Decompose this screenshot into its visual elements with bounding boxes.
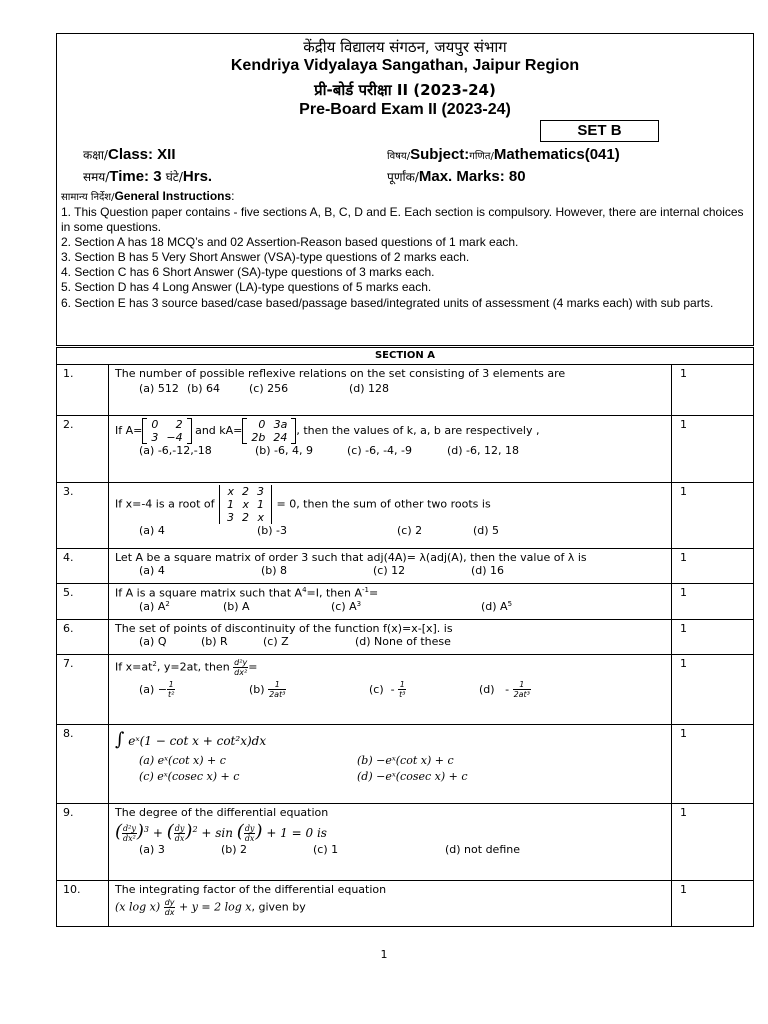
option-a: (a) 3	[139, 843, 165, 856]
det-cell: 2	[241, 485, 249, 498]
frac-num: 1	[268, 680, 286, 690]
option-a: (a) eˣ(cot x) + c	[139, 754, 226, 767]
option-d: (d) not define	[445, 843, 520, 856]
question-row	[57, 416, 754, 483]
determinant	[218, 485, 273, 524]
exam-english: Pre-Board Exam II (2023-24)	[299, 101, 511, 118]
instruction-4: 4. Section C has 6 Short Answer (SA)-type questions of 3 marks each.	[61, 265, 435, 279]
question-number: 2.	[57, 416, 109, 483]
question-body	[109, 804, 672, 881]
marks: 1	[672, 725, 754, 804]
q2-pre: If A=	[115, 424, 143, 437]
eq-power-1: 3	[143, 825, 150, 834]
question-row	[57, 804, 754, 881]
question-text	[115, 586, 671, 600]
option-c: (c) eˣ(cosec x) + c	[139, 770, 240, 783]
option-d-sup: 5	[507, 599, 513, 608]
marks: 1	[672, 584, 754, 620]
eq-power-2: 2	[192, 825, 198, 834]
question-number: 8.	[57, 725, 109, 804]
option-a: (a) -6,-12,-18	[139, 444, 212, 457]
marks: 1	[672, 620, 754, 655]
question-row	[57, 725, 754, 804]
option-b: (b) -6, 4, 9	[255, 444, 314, 457]
option-a	[139, 600, 223, 614]
option-b: (b) -3	[257, 524, 288, 537]
gi-label: General Instructions	[114, 189, 232, 203]
frac-den: dx	[174, 834, 185, 843]
option-b-label: (b)	[249, 682, 265, 696]
option-c-label: (c)	[369, 682, 384, 696]
eq-post: , given by	[251, 900, 306, 914]
q7-pre: If x=at	[115, 660, 153, 674]
option-a-fraction	[167, 680, 175, 699]
subject-info	[387, 146, 620, 163]
question-row	[57, 881, 754, 927]
option-c: (c) Z	[263, 635, 289, 648]
marks-label: Max. Marks: 80	[418, 168, 526, 185]
option-d-sign: -	[505, 682, 510, 696]
instruction-3: 3. Section B has 5 Very Short Answer (VSA)-type questions of 2 marks each.	[61, 250, 470, 264]
matrix-cell: 3a	[273, 418, 288, 431]
frac-num: d²y	[123, 824, 136, 833]
q2-mid: and kA=	[191, 424, 243, 437]
question-number: 4.	[57, 549, 109, 584]
eq-fraction	[164, 898, 176, 917]
option-d: (d) −eˣ(cosec x) + c	[357, 770, 468, 783]
option-b: (b) −eˣ(cot x) + c	[357, 754, 454, 767]
matrix-cell: −4	[166, 431, 183, 444]
options	[115, 444, 671, 457]
options	[115, 600, 671, 614]
question-text	[115, 418, 671, 444]
time-info	[83, 168, 212, 185]
q5-text3: =	[369, 586, 379, 600]
eq-fraction-2	[174, 824, 186, 843]
question-number: 3.	[57, 483, 109, 549]
frac-den: dx²	[123, 834, 136, 843]
options	[115, 680, 671, 699]
det-cell: 3	[256, 485, 264, 498]
det-cell: x	[227, 485, 234, 498]
option-a	[139, 680, 249, 699]
title-english: Kendriya Vidyalaya Sangathan, Jaipur Region	[230, 57, 580, 74]
frac-num: d²y	[234, 658, 248, 667]
question-text	[115, 658, 671, 677]
options	[115, 635, 671, 648]
frac-num: dy	[164, 898, 175, 907]
option-a-label: (a) A	[139, 600, 166, 614]
q7-post: =	[248, 660, 258, 674]
differential-equation: ( $\frac{\text{d²y}}{\text{dx²}}$ )$^3$ + ( $\frac{dy}{dx}$ )$^2$ + sin ( $\frac{dy}{dx}$ ) + 1 = 0 is	[115, 821, 327, 843]
page-number: 1	[380, 948, 388, 961]
det-cell: 1	[256, 498, 264, 511]
eq-sin: + sin	[201, 826, 233, 840]
marks: 1	[672, 365, 754, 416]
option-b: (b) 2	[221, 843, 248, 856]
question-text: The integrating factor of the differential equation	[115, 883, 387, 896]
marks: 1	[672, 483, 754, 549]
eq-fraction-3	[244, 824, 256, 843]
option-b: (b) R	[201, 635, 228, 648]
option-a: (a) 4	[139, 524, 165, 537]
matrix-cell: 24	[273, 431, 288, 444]
option-a-label: (a)	[139, 682, 155, 696]
question-number: 6.	[57, 620, 109, 655]
option-d: (d) 128	[349, 382, 390, 395]
question-body	[109, 416, 672, 483]
frac-num: 1	[168, 680, 174, 689]
question-number: 9.	[57, 804, 109, 881]
option-c	[331, 600, 481, 614]
option-d: (d) 16	[471, 564, 505, 577]
instruction-2: 2. Section A has 18 MCQ’s and 02 Assertion-Reason based questions of 1 mark each.	[61, 235, 519, 249]
option-b-label: (b) A	[223, 599, 250, 613]
question-text	[115, 485, 671, 524]
option-c: (c) 1	[313, 843, 339, 856]
matrix-a	[142, 418, 191, 444]
title-hindi: केंद्रीय विद्यालय संगठन, जयपुर संभाग	[303, 38, 507, 56]
subject-hindi: विषय/	[387, 151, 411, 162]
question-body	[109, 549, 672, 584]
option-d: (d) -6, 12, 18	[447, 444, 520, 457]
question-number: 7.	[57, 655, 109, 725]
question-number: 1.	[57, 365, 109, 416]
exam-header	[56, 33, 754, 346]
question-number: 10.	[57, 881, 109, 927]
question-body	[109, 584, 672, 620]
option-b: (b) 64	[187, 382, 221, 395]
option-d-fraction	[513, 680, 531, 699]
subject-hindi-2: गणित/	[469, 151, 494, 162]
eq-plus: +	[152, 826, 163, 840]
det-cell: x	[242, 498, 249, 511]
option-d	[479, 680, 531, 699]
option-a-sign: −	[157, 682, 168, 696]
option-a: (a) Q	[139, 635, 167, 648]
frac-den: 2at³	[513, 690, 530, 699]
question-text: The set of points of discontinuity of the function f(x)=x-[x]. is	[115, 622, 453, 635]
section-title: SECTION A	[57, 348, 754, 365]
marks: 1	[672, 881, 754, 927]
det-cell: 2	[241, 511, 249, 524]
frac-den: dx	[244, 834, 255, 843]
differential-equation	[115, 898, 671, 917]
instruction-6: 6. Section E has 3 source based/case based/passage based/integrated units of assessment (4 marks each) with sub parts.	[61, 296, 714, 310]
marks: 1	[672, 655, 754, 725]
class-info	[83, 146, 176, 163]
question-row	[57, 584, 754, 620]
marks-hindi: पूर्णांक/	[387, 170, 419, 184]
class-label: Class: XII	[107, 146, 176, 163]
frac-den: dx	[164, 908, 175, 917]
question-number: 5.	[57, 584, 109, 620]
question-text	[115, 729, 671, 750]
gi-hindi: सामान्य निर्देश/	[61, 192, 115, 203]
option-c: (c) -6, -4, -9	[347, 444, 413, 457]
option-c	[369, 680, 479, 699]
det-cell: 3	[226, 511, 234, 524]
time-label: Time: 3	[109, 168, 162, 185]
question-row	[57, 365, 754, 416]
question-body	[109, 620, 672, 655]
option-a-sup: 2	[165, 599, 170, 608]
eq-end: + 1 = 0 is	[266, 826, 327, 840]
time-unit: Hrs.	[182, 168, 213, 185]
options	[115, 382, 671, 395]
q3-pre: If x=-4 is a root of	[115, 497, 218, 511]
q2-post: , then the values of k, a, b are respectively ,	[296, 424, 540, 437]
frac-num: 1	[513, 680, 531, 690]
q3-post: = 0, then the sum of other two roots is	[272, 497, 491, 511]
q7-mid: , y=2at, then	[156, 660, 234, 674]
q7-sup: 2	[152, 659, 157, 668]
option-b	[249, 680, 369, 699]
time-hindi: समय/	[83, 170, 110, 184]
matrix-cell: 2b	[251, 431, 266, 444]
option-c-sup: 3	[356, 599, 362, 608]
marks: 1	[672, 804, 754, 881]
matrix-ka	[242, 418, 296, 444]
eq-fraction-1	[122, 824, 137, 843]
frac-num: 1	[399, 680, 405, 689]
option-c: (c) 12	[373, 564, 406, 577]
question-body	[109, 881, 672, 927]
question-text: The number of possible reflexive relations on the set consisting of 3 elements are	[115, 367, 566, 380]
det-cell: x	[257, 511, 264, 524]
set-badge: SET B	[540, 120, 659, 142]
question-body	[109, 655, 672, 725]
option-d-label: (d)	[479, 682, 495, 696]
subject-label: Subject:	[410, 146, 470, 163]
gi-colon: :	[231, 189, 235, 203]
options	[115, 843, 671, 856]
general-instructions-heading	[61, 189, 235, 203]
frac-num: dy	[244, 824, 255, 833]
frac-den: dx²	[234, 668, 248, 677]
frac-den: 2at³	[269, 690, 286, 699]
question-row	[57, 483, 754, 549]
option-c-sign: -	[390, 682, 395, 696]
matrix-cell: 2	[175, 418, 183, 431]
options	[115, 564, 671, 577]
instruction-1: 1. This Question paper contains - five sections A, B, C, D and E. Each section is compulsory. However, there are internal choices in some questions.	[61, 205, 744, 234]
question-row	[57, 549, 754, 584]
frac-den: t²	[168, 690, 175, 699]
question-text: The degree of the differential equation	[115, 806, 329, 819]
question-row	[57, 655, 754, 725]
options	[115, 524, 671, 537]
question-body	[109, 725, 672, 804]
matrix-cell: 3	[151, 431, 159, 444]
q5-sup: 4	[302, 586, 307, 594]
matrix-cell: 0	[258, 418, 266, 431]
instruction-5: 5. Section D has 4 Long Answer (LA)-type questions of 5 marks each.	[61, 280, 432, 294]
question-body	[109, 483, 672, 549]
option-a: (a) 512	[139, 382, 179, 395]
option-c: (c) 256	[249, 382, 289, 395]
question-text: Let A be a square matrix of order 3 such that adj(4A)= λ(adj(A), then the value of λ is	[115, 551, 587, 564]
matrix-cell: 0	[151, 418, 159, 431]
marks: 1	[672, 549, 754, 584]
integral-sign: ∫	[115, 729, 125, 750]
frac-num: dy	[174, 824, 185, 833]
questions-table	[56, 347, 754, 927]
option-d: (d) 5	[473, 524, 500, 537]
option-c-label: (c) A	[331, 600, 357, 614]
option-d-label: (d) A	[481, 600, 508, 614]
options-row-1	[115, 754, 671, 767]
exam-hindi: प्री-बोर्ड परीक्षा II (2023-24)	[314, 81, 496, 99]
question-body	[109, 365, 672, 416]
derivative-fraction	[233, 658, 248, 677]
option-b: (b) 8	[261, 564, 288, 577]
option-b-fraction	[268, 680, 286, 699]
eq-pre: (x log x)	[115, 900, 161, 914]
option-c-fraction	[398, 680, 406, 699]
marks: 1	[672, 416, 754, 483]
q5-text2: =I, then A	[306, 586, 363, 600]
q5-sup2: -1	[362, 586, 370, 594]
frac-den: t³	[399, 690, 406, 699]
marks-info	[387, 168, 526, 185]
integral-expression: eˣ(1 − cot x + cot²x)dx	[128, 734, 267, 748]
options-row-2	[115, 770, 671, 783]
subject-value: Mathematics(041)	[493, 146, 620, 163]
option-d	[481, 600, 512, 614]
det-cell: 1	[226, 498, 234, 511]
class-hindi: कक्षा/	[83, 148, 108, 162]
q5-text: If A is a square matrix such that A	[115, 586, 303, 600]
option-b	[223, 600, 331, 614]
option-d: (d) None of these	[355, 635, 451, 648]
time-hindi-2: घंटे/	[165, 170, 183, 184]
question-row	[57, 620, 754, 655]
eq-mid: + y = 2 log x	[175, 900, 252, 914]
option-c: (c) 2	[397, 524, 423, 537]
option-a: (a) 4	[139, 564, 165, 577]
